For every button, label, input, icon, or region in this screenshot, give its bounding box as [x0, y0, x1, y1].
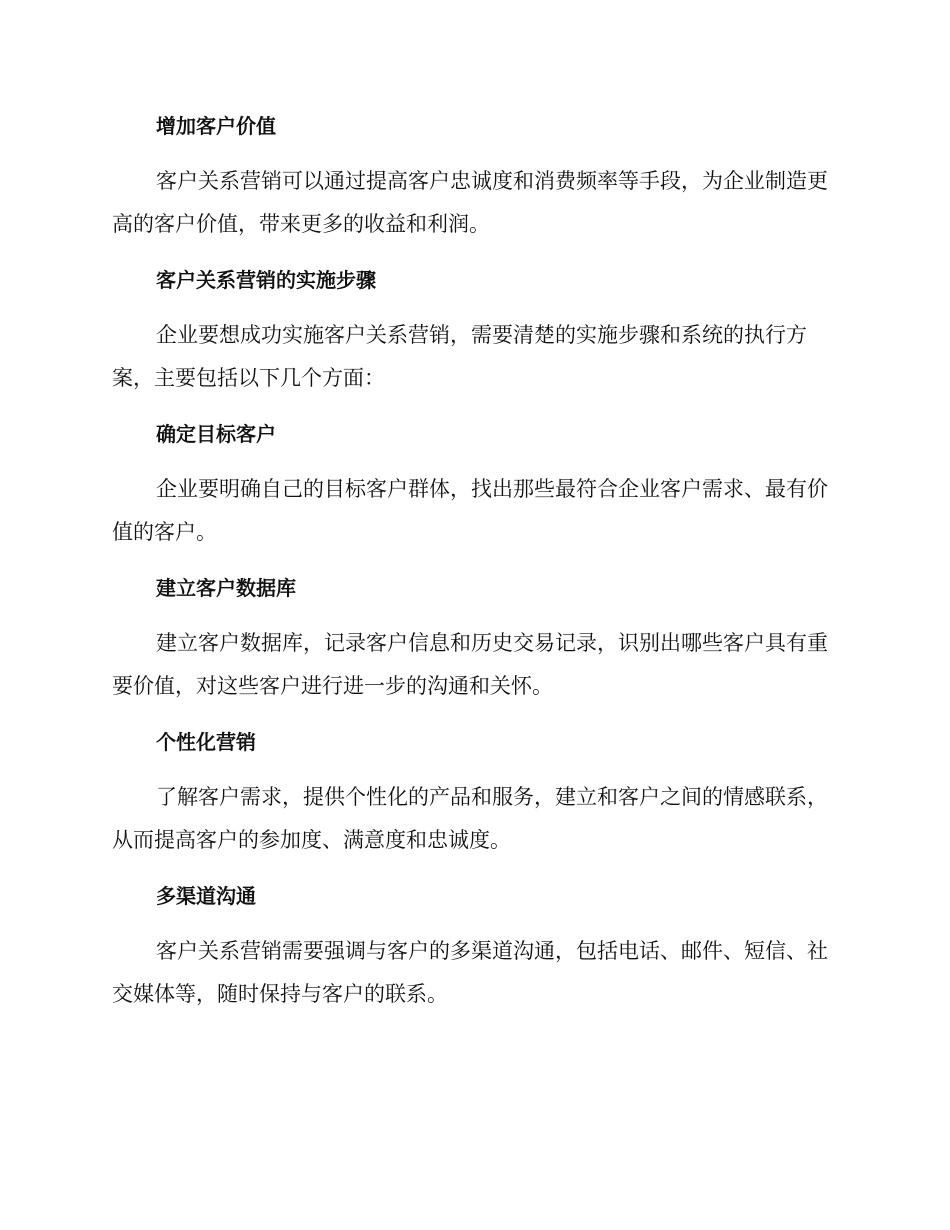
- section-heading: 个性化营销: [156, 730, 256, 754]
- section-paragraph: 客户关系营销需要强调与客户的多渠道沟通，包括电话、邮件、短信、社交媒体等，随时保持与客户的联系。: [112, 939, 828, 1006]
- section-heading: 建立客户数据库: [156, 576, 296, 600]
- section-paragraph: 客户关系营销可以通过提高客户忠诚度和消费频率等手段，为企业制造更高的客户价值，带来更多的收益和利润。: [112, 169, 828, 236]
- section-multichannel-communication: [112, 880, 832, 1016]
- section-paragraph: 企业要想成功实施客户关系营销，需要清楚的实施步骤和系统的执行方案，主要包括以下几个方面：: [112, 323, 807, 390]
- section-customer-database: [112, 572, 832, 708]
- section-implementation-steps: [112, 264, 832, 400]
- section-increase-customer-value: [112, 110, 832, 246]
- section-heading: 增加客户价值: [156, 114, 276, 138]
- section-paragraph: 建立客户数据库，记录客户信息和历史交易记录，识别出哪些客户具有重要价值，对这些客户进行进一步的沟通和关怀。: [112, 631, 828, 698]
- section-heading: 确定目标客户: [156, 422, 276, 446]
- document-body: [112, 110, 832, 1034]
- section-personalized-marketing: [112, 726, 832, 862]
- section-paragraph: 了解客户需求，提供个性化的产品和服务，建立和客户之间的情感联系，从而提高客户的参加度、满意度和忠诚度。: [112, 785, 828, 852]
- section-paragraph: 企业要明确自己的目标客户群体，找出那些最符合企业客户需求、最有价值的客户。: [112, 477, 828, 544]
- section-heading: 客户关系营销的实施步骤: [156, 268, 376, 292]
- section-target-customers: [112, 418, 832, 554]
- section-heading: 多渠道沟通: [156, 884, 256, 908]
